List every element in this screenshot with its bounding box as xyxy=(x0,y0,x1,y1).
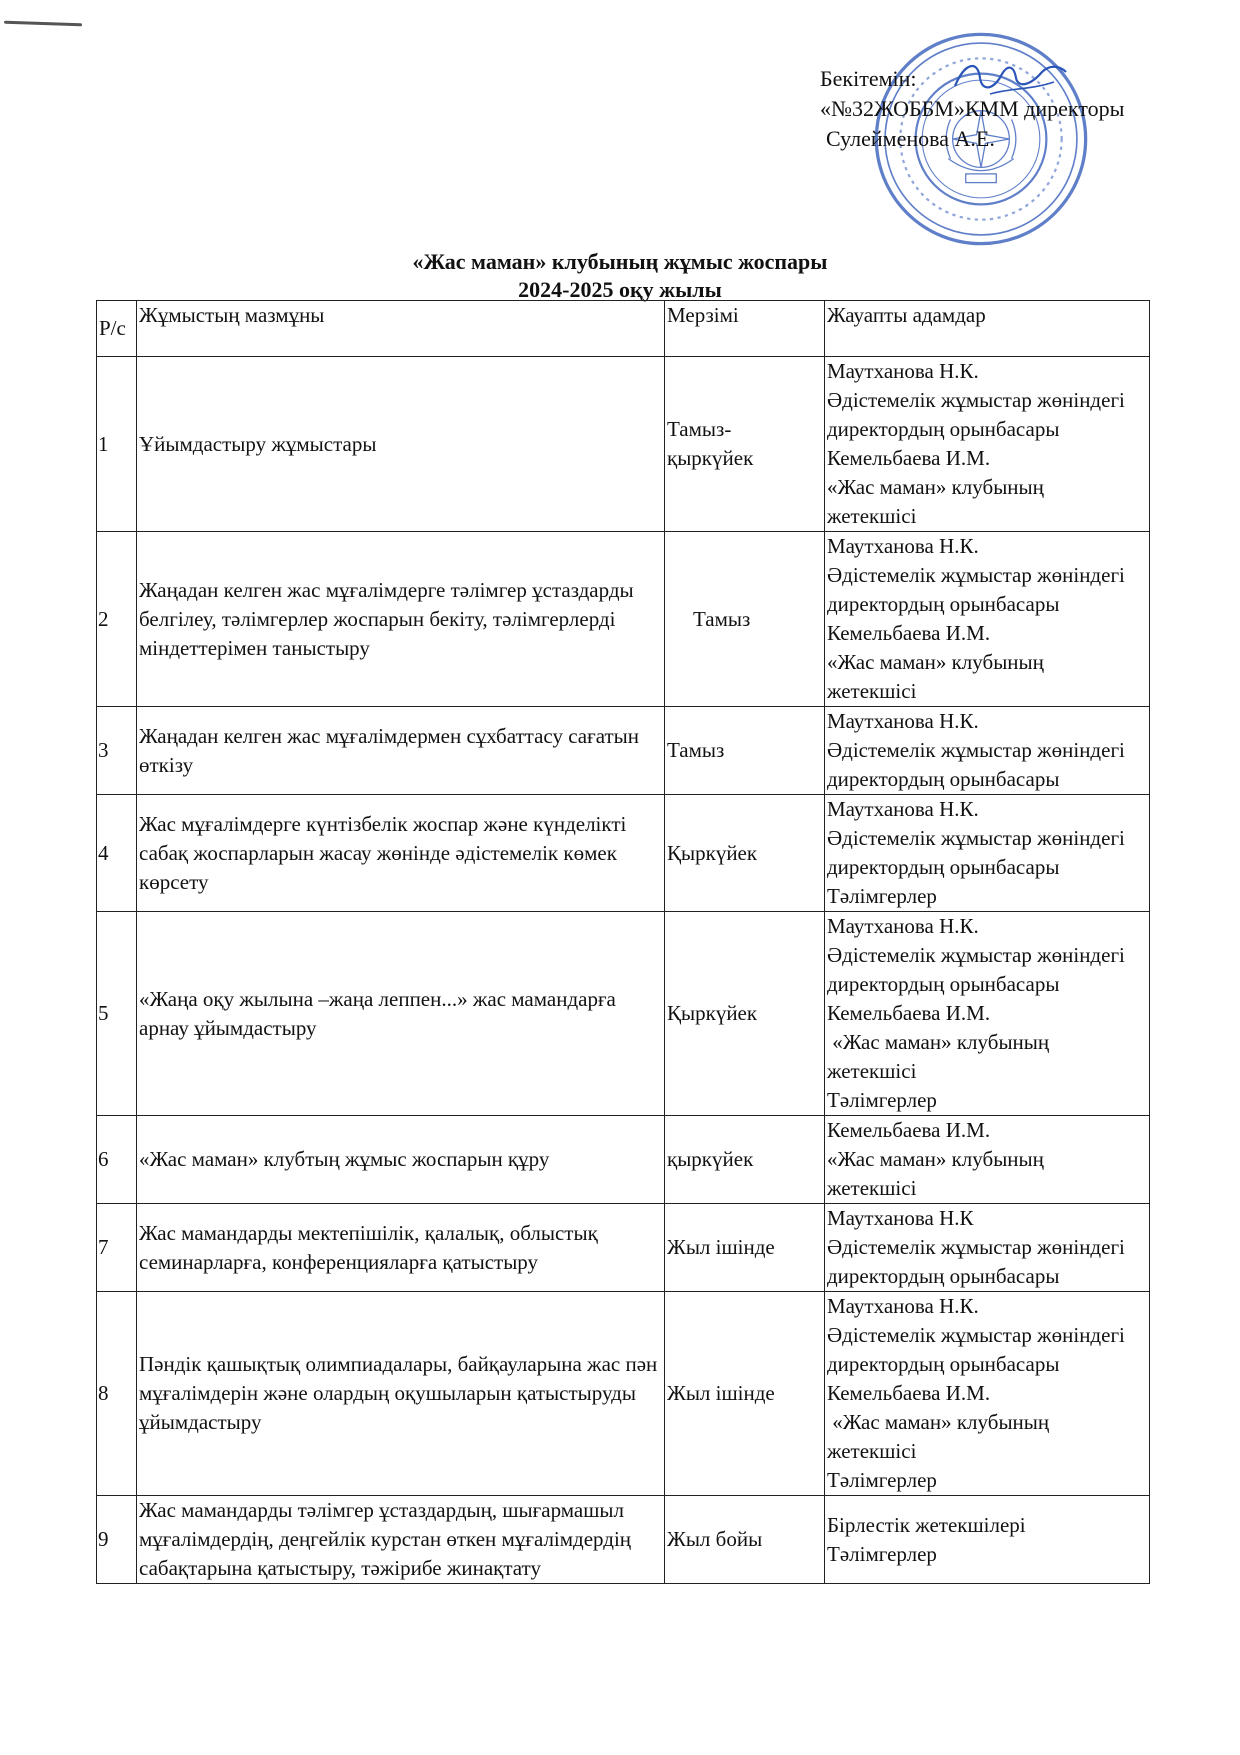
table-row xyxy=(97,1204,1150,1292)
table-row xyxy=(97,532,1150,707)
responsible-line: жетекшісі xyxy=(827,504,917,528)
row-content: Жас мұғалімдерге күнтізбелік жоспар және күнделікті сабақ жоспарларын жасау жөнінде әдістемелік көмек көрсету xyxy=(137,795,665,912)
table-header-row xyxy=(97,301,1150,357)
approval-director-name: Сулейменова А.Е. xyxy=(826,126,995,151)
table-row xyxy=(97,1496,1150,1584)
row-responsible xyxy=(825,1496,1150,1584)
table-row xyxy=(97,1116,1150,1204)
responsible-line: директордың орынбасары xyxy=(827,1264,1060,1288)
row-content: Жаңадан келген жас мұғалімдерге тәлімгер ұстаздарды белгілеу, тәлімгерлер жоспарын бекіту, тәлімгерлерді міндеттерімен таныстыру xyxy=(137,532,665,707)
row-period: Жыл ішінде xyxy=(665,1204,825,1292)
row-period: Қыркүйек xyxy=(665,795,825,912)
title-line-1: «Жас маман» клубының жұмыс жоспары xyxy=(412,249,828,274)
row-responsible xyxy=(825,1116,1150,1204)
responsible-line: жетекшісі xyxy=(827,679,917,703)
row-content: Пәндік қашықтық олимпиадалары, байқауларына жас пән мұғалімдерін және олардың оқушыларын қатыстыруды ұйымдастыру xyxy=(137,1292,665,1496)
row-responsible xyxy=(825,912,1150,1116)
responsible-line: Бірлестік жетекшілері xyxy=(827,1512,1026,1537)
row-responsible xyxy=(825,532,1150,707)
responsible-line: Әдістемелік жұмыстар жөніндегі xyxy=(827,738,1125,762)
responsible-line: Маутханова Н.К. xyxy=(827,1294,979,1318)
responsible-line: Маутханова Н.К. xyxy=(827,709,979,733)
row-content: «Жаңа оқу жылына –жаңа леппен...» жас мамандарға арнау ұйымдастыру xyxy=(137,912,665,1116)
row-period: Тамыз- қыркүйек xyxy=(665,357,825,532)
responsible-line: Әдістемелік жұмыстар жөніндегі xyxy=(827,563,1125,587)
header-period: Мерзімі xyxy=(665,301,825,357)
responsible-line: Кемельбаева И.М. xyxy=(827,1118,991,1142)
table-row xyxy=(97,912,1150,1116)
responsible-line: директордың орынбасары xyxy=(827,855,1060,879)
responsible-line: Әдістемелік жұмыстар жөніндегі xyxy=(827,388,1125,412)
responsible-line: Тәлімгерлер xyxy=(827,1088,937,1112)
row-number: 9 xyxy=(97,1496,137,1584)
responsible-line: директордың орынбасары xyxy=(827,1352,1060,1376)
row-period: Қыркүйек xyxy=(665,912,825,1116)
responsible-line: «Жас маман» клубының xyxy=(827,475,1044,499)
responsible-line: жетекшісі xyxy=(827,1439,917,1463)
row-content: Жас мамандарды тәлімгер ұстаздардың, шығармашыл мұғалімдердің, деңгейлік курстан өткен мұғалімдердің сабақтарына қатыстыру, тәжірибе жинақтату xyxy=(137,1496,665,1584)
responsible-line: «Жас маман» клубының xyxy=(827,650,1044,674)
responsible-line: жетекшісі xyxy=(827,1059,917,1083)
work-plan-table xyxy=(96,300,1150,1584)
table-row xyxy=(97,1292,1150,1496)
row-responsible xyxy=(825,357,1150,532)
row-period: Жыл ішінде xyxy=(665,1292,825,1496)
row-number: 5 xyxy=(97,912,137,1116)
approval-block xyxy=(820,64,1124,154)
row-content: Жаңадан келген жас мұғалімдермен сұхбаттасу сағатын өткізу xyxy=(137,707,665,795)
row-period: Жыл бойы xyxy=(665,1496,825,1584)
responsible-line: Әдістемелік жұмыстар жөніндегі xyxy=(827,1323,1125,1347)
header-num: Р/с xyxy=(97,301,137,357)
row-content: Жас мамандарды мектепішілік, қалалық, облыстық семинарларға, конференцияларға қатыстыру xyxy=(137,1204,665,1292)
table-row xyxy=(97,795,1150,912)
responsible-line: Маутханова Н.К xyxy=(827,1206,974,1230)
row-number: 8 xyxy=(97,1292,137,1496)
row-responsible xyxy=(825,707,1150,795)
responsible-line: Кемельбаева И.М. xyxy=(827,1381,991,1405)
row-period: қыркүйек xyxy=(665,1116,825,1204)
responsible-line: Әдістемелік жұмыстар жөніндегі xyxy=(827,1235,1125,1259)
responsible-line: Кемельбаева И.М. xyxy=(827,1001,991,1025)
responsible-line: Маутханова Н.К. xyxy=(827,359,979,383)
row-period: Тамыз xyxy=(665,532,825,707)
responsible-line: директордың орынбасары xyxy=(827,417,1060,441)
table-row xyxy=(97,357,1150,532)
row-number: 7 xyxy=(97,1204,137,1292)
row-responsible xyxy=(825,1292,1150,1496)
approval-label: Бекітемін: xyxy=(820,66,917,91)
responsible-line: Кемельбаева И.М. xyxy=(827,446,991,470)
responsible-line: «Жас маман» клубының xyxy=(827,1410,1050,1434)
responsible-line: Тәлімгерлер xyxy=(827,1541,937,1566)
row-responsible xyxy=(825,1204,1150,1292)
scan-artifact xyxy=(4,21,82,27)
responsible-line: Тәлімгерлер xyxy=(827,884,937,908)
row-number: 1 xyxy=(97,357,137,532)
responsible-line: Тәлімгерлер xyxy=(827,1468,937,1492)
row-number: 2 xyxy=(97,532,137,707)
row-content: «Жас маман» клубтың жұмыс жоспарын құру xyxy=(137,1116,665,1204)
responsible-line: директордың орынбасары xyxy=(827,592,1060,616)
responsible-line: директордың орынбасары xyxy=(827,972,1060,996)
row-number: 4 xyxy=(97,795,137,912)
responsible-line: Маутханова Н.К. xyxy=(827,534,979,558)
row-content: Ұйымдастыру жұмыстары xyxy=(137,357,665,532)
responsible-line: «Жас маман» клубының xyxy=(827,1030,1050,1054)
row-responsible xyxy=(825,795,1150,912)
responsible-line: директордың орынбасары xyxy=(827,767,1060,791)
header-responsible: Жауапты адамдар xyxy=(825,301,1150,357)
document-title xyxy=(0,248,1240,304)
responsible-line: «Жас маман» клубының xyxy=(827,1147,1044,1171)
responsible-line: Маутханова Н.К. xyxy=(827,797,979,821)
row-period: Тамыз xyxy=(665,707,825,795)
header-content: Жұмыстың мазмұны xyxy=(137,301,665,357)
approval-position: «№32ЖОББМ»КММ директоры xyxy=(820,96,1125,121)
responsible-line: Әдістемелік жұмыстар жөніндегі xyxy=(827,826,1125,850)
responsible-line: Кемельбаева И.М. xyxy=(827,621,991,645)
responsible-line: Әдістемелік жұмыстар жөніндегі xyxy=(827,943,1125,967)
responsible-line: Маутханова Н.К. xyxy=(827,914,979,938)
table-row xyxy=(97,707,1150,795)
row-number: 3 xyxy=(97,707,137,795)
row-number: 6 xyxy=(97,1116,137,1204)
responsible-line: жетекшісі xyxy=(827,1176,917,1200)
title-line-2: 2024-2025 оқу жылы xyxy=(518,277,722,302)
